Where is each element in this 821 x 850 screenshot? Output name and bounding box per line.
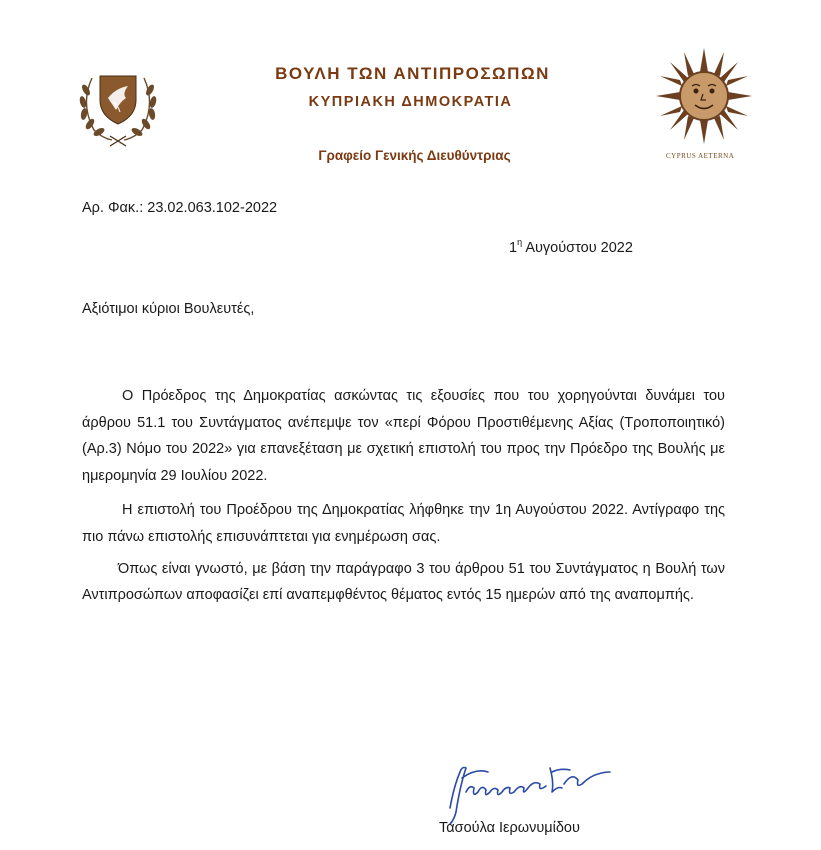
parliament-name: ΒΟΥΛΗ ΤΩΝ ΑΝΤΙΠΡΟΣΩΠΩΝ: [275, 64, 550, 83]
letter-body: [82, 383, 725, 609]
body-paragraph: Ο Πρόεδρος της Δημοκρατίας ασκώντας τις εξουσίες που του χορηγούνται δυνάμει του άρθρου 51.1 του Συντάγματος ανέπεμψε τον «περί Φόρου Προστιθέμενης Αξίας (Τροποποιητικό) (Αρ.3) Νόμο του 2022» για επανεξέταση με σχετική επιστολή του προς την Πρόεδρο της Βουλής με ημερομηνία 29 Ιουλίου 2022.: [82, 388, 725, 484]
letter-date: [509, 238, 633, 256]
date-day: 1: [509, 239, 518, 256]
date-ordinal: η: [517, 237, 523, 247]
signer-name: Τασούλα Ιερωνυμίδου: [439, 820, 580, 836]
date-month-year: Αυγούστου 2022: [522, 239, 633, 256]
body-paragraph: Όπως είναι γνωστό, με βάση την παράγραφο 3 του άρθρου 51 του Συντάγματος η Βουλή των Αντιπροσώπων αποφασίζει επί αναπεμφθέντος θέματος εντός 15 ημερών από της αναπομπής.: [82, 560, 725, 604]
handwritten-signature-icon: [436, 758, 616, 828]
salutation: Αξιότιμοι κύριοι Βουλευτές,: [82, 301, 255, 317]
body-paragraph: Η επιστολή του Προέδρου της Δημοκρατίας λήφθηκε την 1η Αυγούστου 2022. Αντίγραφο της πιο πάνω επιστολής επισυνάπτεται για ενημέρωση σας.: [82, 502, 725, 545]
office-name: Γραφείο Γενικής Διευθύντριας: [318, 148, 511, 163]
logo-caption: CYPRUS AETERNA: [666, 152, 735, 160]
file-reference: Αρ. Φακ.: 23.02.063.102-2022: [82, 200, 278, 216]
republic-name: ΚΥΠΡΙΑΚΗ ΔΗΜΟΚΡΑΤΙΑ: [308, 94, 513, 110]
